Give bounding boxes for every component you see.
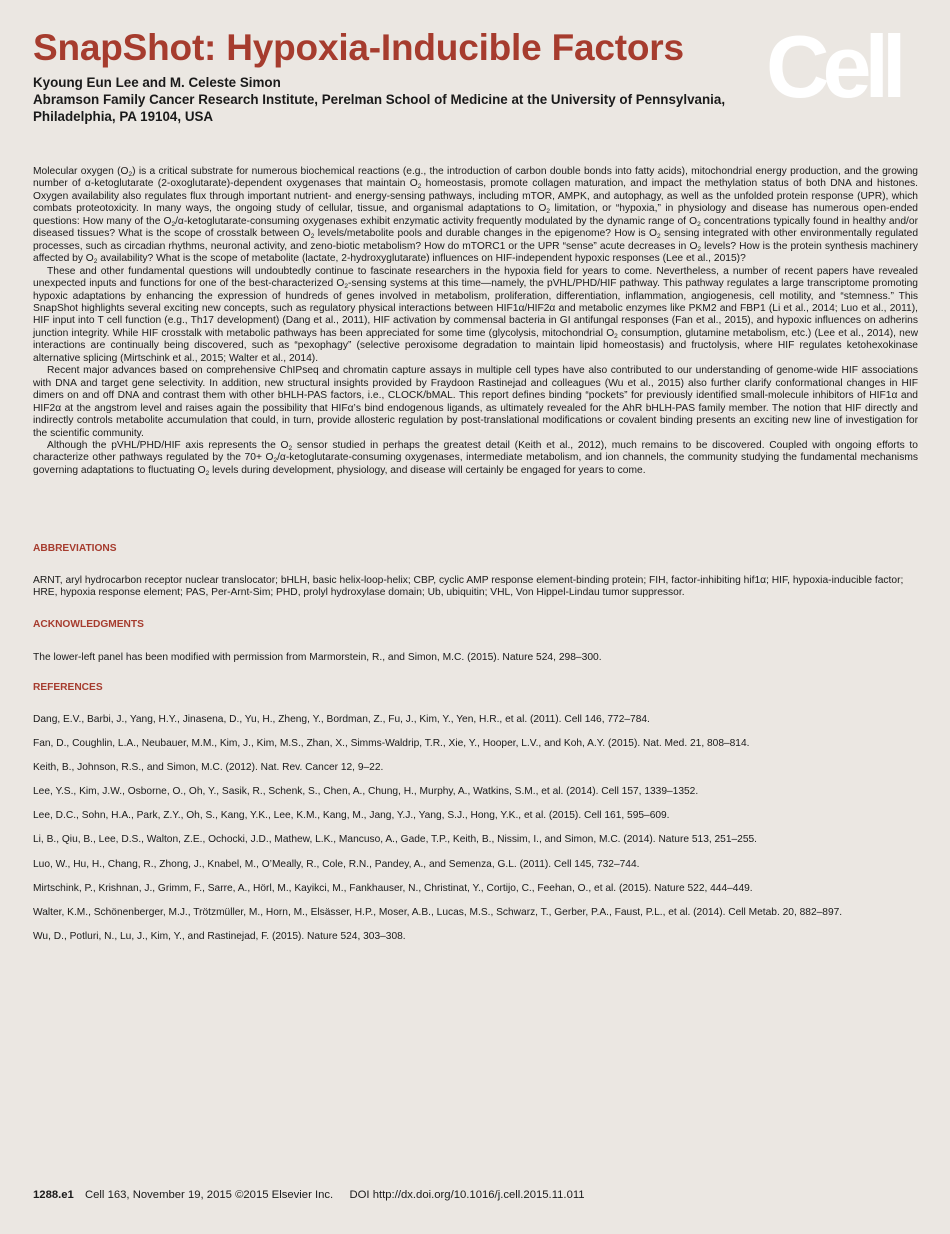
acknowledgments-text: The lower-left panel has been modified with permission from Marmorstein, R., and Simon, M.C. (2015). Nature 524, 298–300. — [33, 652, 602, 663]
journal-logo: Cell — [766, 17, 900, 116]
reference-item: Luo, W., Hu, H., Chang, R., Zhong, J., Knabel, M., O’Meally, R., Cole, R.N., Pandey, A., and Semenza, G.L. (2011). Cell 145, 732–744. — [33, 858, 640, 870]
affiliation-line-2: Philadelphia, PA 19104, USA — [33, 109, 214, 124]
reference-list — [33, 714, 918, 955]
journal-citation: Cell 163, November 19, 2015 ©2015 Elsevier Inc. — [84, 1189, 334, 1201]
reference-item: Keith, B., Johnson, R.S., and Simon, M.C. (2012). Nat. Rev. Cancer 12, 9–22. — [33, 762, 384, 774]
doi-link[interactable]: DOI http://dx.doi.org/10.1016/j.cell.2015.11.011 — [349, 1189, 585, 1201]
reference-item: Fan, D., Coughlin, L.A., Neubauer, M.M., Kim, J., Kim, M.S., Zhan, X., Simms-Waldrip, T.R., Xie, Y., Hooper, L.V., and Koh, A.Y. (2015). Nat. Med. 21, 808–814. — [33, 738, 750, 750]
paragraph-3: Recent major advances based on comprehensive ChIPseq and chromatin capture assays in multiple cell types have also contributed to our understanding of genome-wide HIF associations with DNA and target gene selectivity. In addition, new structural insights provided by Fraydoon Rastinejad and colleagues (Wu et al., 2015) also further clarify conformational changes in HIF dimers on and off DNA and contrast them with other bHLH-PAS factors, i.e., CLOCK/bMAL. This report defines binding “pockets” for previously identified small-molecule inhibitors of HIF1α and HIF2α at the angstrom level and raises again the possibility that HIFα’s bind endogenous ligands, as ultimately revealed for the AhR bHLH-PAS family member. The notion that HIF directly and indirectly controls metabolite accumulation that could, in turn, provide allosteric regulation by post-translational modifications or covalent binding presents an exciting new line of investigation for the scientific community. — [33, 365, 918, 439]
references-heading: REFERENCES — [33, 682, 103, 693]
reference-item: Lee, Y.S., Kim, J.W., Osborne, O., Oh, Y., Sasik, R., Schenk, S., Chen, A., Chung, H., Murphy, A., Watkins, S.M., et al. (2014). Cell 157, 1339–1352. — [33, 786, 699, 798]
reference-item: Mirtschink, P., Krishnan, J., Grimm, F., Sarre, A., Hörl, M., Kayikci, M., Fankhauser, N., Christinat, Y., Cortijo, C., Feehan, O., et al. (2015). Nature 522, 444–449. — [33, 882, 753, 894]
page-number: 1288.e1 — [33, 1189, 74, 1201]
paragraph-2: These and other fundamental questions will undoubtedly continue to fascinate researchers in the hypoxia field for years to come. Nevertheless, a number of recent papers have revealed unexpected inputs and functions for one of the best-characterized $O_2$-sensing systems at this time—namely, the pVHL/PHD/HIF pathway. This pathway regulates a large transcriptome promoting hypoxic adaptations by enhancing the expression of hundreds of genes involved in metabolism, proliferation, differentiation, inflammation, angiogenesis, cell motility, and “stemness.” This SnapShot highlights several exciting new concepts, such as regulatory physical interactions between HIF1α/HIF2α and metabolic enzymes like PKM2 and FBP1 (Li et al., 2014; Luo et al., 2011), HIF input into T cell function (e.g., Th17 development) (Dang et al., 2011), HIF activation by commensal bacteria in GI antifungal responses (Fan et al., 2015), and hypoxic influences on adherins junction integrity. While HIF crosstalk with metabolic pathways has been appreciated for some time (glycolysis, mitochondrial $O_2$ consumption, glutamine metabolism, etc.) (Lee et al., 2014), new interactions are continually being discovered, such as “pexophagy” (selective peroxisome degradation to maintain lipid homeostasis) and fructolysis, where HIF regulates ketohexokinase alternative splicing (Mirtschink et al., 2015; Walter et al., 2014). — [33, 265, 918, 364]
authors: Kyoung Eun Lee and M. Celeste Simon — [33, 75, 281, 90]
paragraph-1: Molecular oxygen $(O_2)$ is a critical substrate for numerous biochemical reactions (e.g., the introduction of carbon double bonds into fatty acids), mitochondrial energy production, and the growing number of α-ketoglutarate (2-oxoglutarate)-dependent oxygenases that maintain $O_2$ homeostasis, promote collagen maturation, and impact the methylation status of both DNA and histones. Oxygen availability also regulates flux through important nutrient- and energy-sensing pathways, including mTOR, AMPK, and autophagy, as well as the unfolded protein response (UPR), which combats proteotoxicity. In many ways, the ongoing study of cellular, tissue, and organismal adaptations to $O_2$ limitation, or “hypoxia,” in physiology and disease has numerous open-ended questions: How many of the $O_2/\alpha-ketoglutarate$-consuming oxygenases exhibit enzymatic activity frequently modulated by the dynamic range of $O_2$ concentrations typically found in healthy and/or diseased tissues? What is the scope of crosstalk between $O_2$ levels/metabolite pools and durable changes in the epigenome? How is $O_2$ sensing integrated with other environmentally regulated processes, such as circadian rhythms, neuronal activity, and zeno-biotic metabolism? How do mTORC1 or the UPR “sense” acute decreases in $O_2$ levels? How is the protein synthesis machinery affected by $O_2$ availability? What is the scope of metabolite (lactate, 2-hydroxyglutarate) influences on HIF-independent hypoxic responses (Lee et al., 2015)? — [33, 166, 919, 266]
reference-item: Li, B., Qiu, B., Lee, D.S., Walton, Z.E., Ochocki, J.D., Mathew, L.K., Mancuso, A., Gade, T.P., Keith, B., Nissim, I., and Simon, M.C. (2014). Nature 513, 251–255. — [33, 834, 758, 846]
reference-item: Dang, E.V., Barbi, J., Yang, H.Y., Jinasena, D., Yu, H., Zheng, Y., Bordman, Z., Fu, J., Kim, Y., Yen, H.R., et al. (2011). Cell 146, 772–784. — [33, 714, 650, 725]
abbreviations-text: ARNT, aryl hydrocarbon receptor nuclear translocator; bHLH, basic helix-loop-helix; CBP, cyclic AMP response element-binding protein; FIH, factor-inhibiting hif1α; HIF, hypoxia-inducible factor; HRE, hypoxia response element; PAS, Per-Arnt-Sim; PHD, prolyl hydroxylase domain; Ub, ubiquitin; VHL, Von Hippel-Lindau tumor suppressor. — [33, 575, 904, 599]
page-footer — [33, 1189, 585, 1201]
acknowledgments-heading: ACKNOWLEDGMENTS — [33, 619, 144, 630]
page-title: SnapShot: Hypoxia-Inducible Factors — [33, 27, 684, 68]
reference-item: Lee, D.C., Sohn, H.A., Park, Z.Y., Oh, S., Kang, Y.K., Lee, K.M., Kang, M., Jang, Y.J., Yang, S.J., Hong, Y.K., et al. (2015). Cell 161, 595–609. — [33, 810, 670, 822]
paragraph-4: Although the pVHL/PHD/HIF axis represents the $O_2$ sensor studied in perhaps the greatest detail (Keith et al., 2012), much remains to be discovered. Coupled with ongoing efforts to characterize other pathways regulated by the $70+ O_2/\alpha-ketoglutarate$-consuming oxygenases, intermediate metabolism, and ion channels, the community studying the fundamental mechanisms governing adaptations to fluctuating $O_2$ levels during development, physiology, and disease will certainly be engaged for years to come. — [33, 439, 918, 477]
abbreviations-heading: ABBREVIATIONS — [33, 543, 117, 554]
author-block — [33, 74, 763, 125]
reference-item: Walter, K.M., Schönenberger, M.J., Trötzmüller, M., Horn, M., Elsässer, H.P., Moser, A.B., Lucas, M.S., Schwarz, T., Gerber, P.A., Faust, P.L., et al. (2014). Cell Metab. 20, 882–897. — [33, 906, 843, 918]
body-text — [33, 166, 918, 477]
reference-item: Wu, D., Potluri, N., Lu, J., Kim, Y., and Rastinejad, F. (2015). Nature 524, 303–308. — [33, 930, 406, 942]
affiliation-line-1: Abramson Family Cancer Research Institute, Perelman School of Medicine at the University of Pennsylvania, — [33, 92, 726, 107]
